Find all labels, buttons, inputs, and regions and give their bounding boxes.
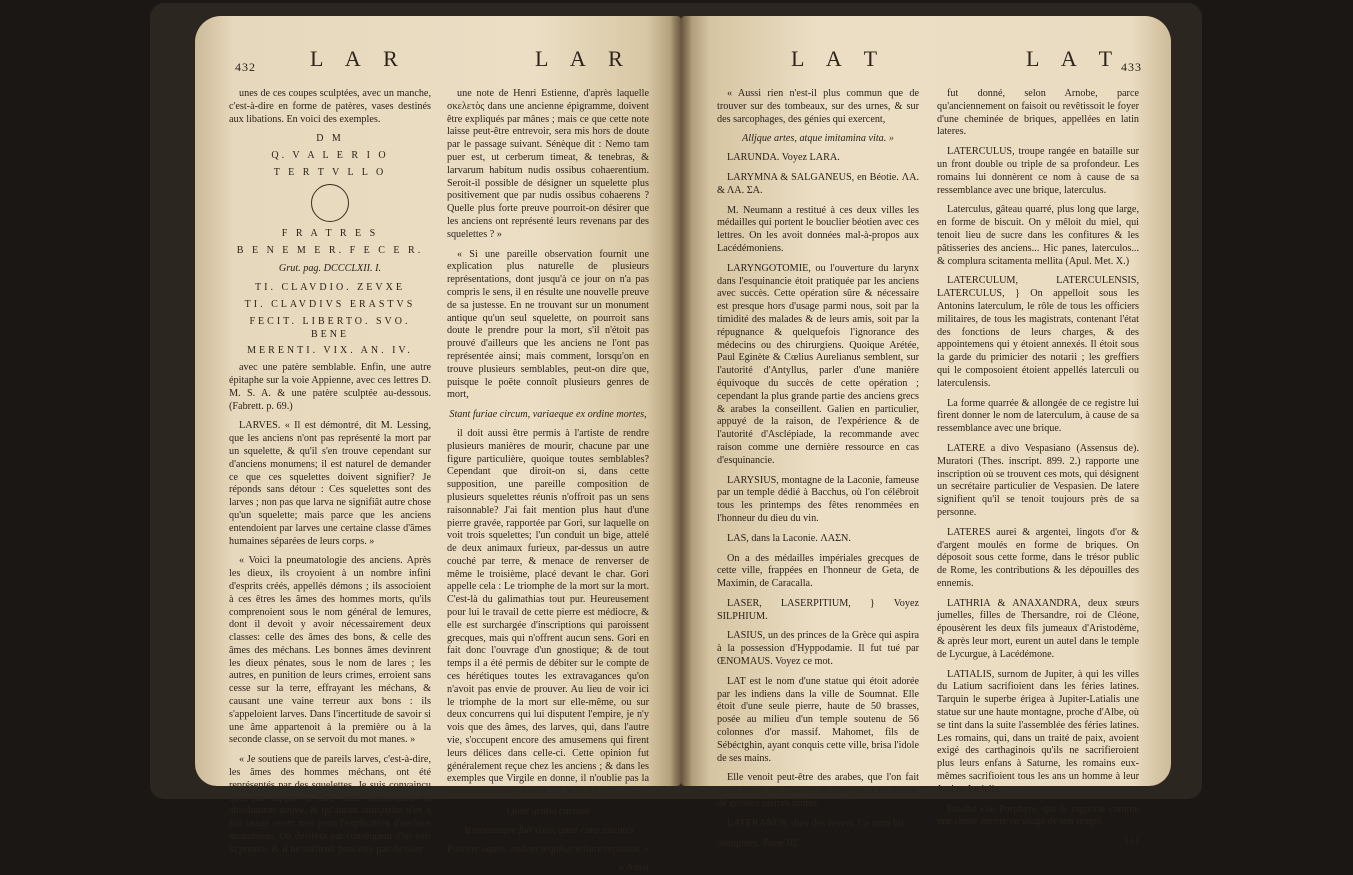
page-number: 432 xyxy=(235,60,256,74)
catchword: « Aussi xyxy=(618,862,649,874)
running-head-right: L A R xyxy=(535,46,632,71)
right-page-column-2 xyxy=(937,88,1139,849)
entry-larunda: LARUNDA. Voyez LARA. xyxy=(727,152,840,164)
paragraph: Eusèbe cite Porphyre, qui le rapporte comme une chose encore en usage de son temps. xyxy=(937,803,1139,828)
entry-laterculum: LATERCULUM, LATERCULENSIS, LATERCULUS, } On appelloit sous les Antonins laterculum, le rôle de tous les officiers militaires, de tous les magistrats, contenant l'état des fonctions de leurs charges, & des appointemens qui y étoient annexés. Il étoit sous la garde du primicier des notarii ; les greffiers qui le composoient étoient appellés laterculi ou laterculensis. xyxy=(937,275,1139,389)
paragraph: M. Neumann a restitué à ces deux villes les médailles qui portent le bouclier béotien avec ces lettres. On les avoit données mal-à-propos aux Lacédémoniens. xyxy=(717,204,919,254)
verse-line: Pascere equos, eadem sequitur tellure repostos. » xyxy=(447,843,650,855)
entry-larysius: LARYSIUS, montagne de la Laconie, fameuse par un temple dédié à Bacchus, où l'on célébroit tous les printemps des fêtes renommées en l'honneur du dieu du vin. xyxy=(717,474,919,524)
paragraph: La forme quarrée & allongée de ce registre lui firent donner le nom de laterculum, à cause de sa ressemblance avec une brique. xyxy=(937,397,1139,435)
paragraph: il doit aussi être permis à l'artiste de rendre plusieurs manières de mourir, chacune par une figure particulière, quoique toutes semblables? Cependant que diroit-on si, dans cette supposition, une pareille composition de plusieurs squelettes réunis n'offroit pas un sens raisonnable? J'ai fait mention plus haut d'une pierre gravée, rapportée par Gori, sur laquelle on voit trois squelettes; l'un conduit un bige, attelé de deux animaux furieux, par-dessus un autre couché par terre, & menace de renverser de même le troisième, placé devant le char. Gori appelle cela : Le triomphe de la mort sur la mort. C'est-là du galimathias tout pur. Heureusement pour lui le travail de cette pierre est médiocre, & elle est surchargée d'inscriptions qui paroissent grecques, mais qui n'offrent aucun sens. Gori en fait donc l'ouvrage d'un gnostique; & de tout temps il a été permis de débiter sur le compte de ces hérétiques toutes les extravagances qu'on n'avoit pas envie de prouver. Au lieu de voir ici le triomphe de la mort sur elle-même, ou sur deux concurrens qui lui disputent l'empire, je n'y vois que des âmes, des larves, qui, dans l'autre vie, s'occupent encore des amusemens qui firent leurs délices dans celle-ci. Cette opinion fut généralement reçue chez les anciens ; & dans les exemples que Virgile en donne, il n'oublie pas la course des chars (Æneid. VI. v. 653.). xyxy=(447,427,649,798)
inscription-line: F R A T R E S xyxy=(281,227,379,239)
entry-lateres: LATERES aurei & argentei, lingots d'or & d'argent moulés en forme de briques. On déposoit sous cette forme, dans le trésor public de Rome, les contributions & les dépouilles des ennemis. xyxy=(937,526,1139,589)
verse-line: Quae gratia currum xyxy=(506,806,590,818)
entry-larymna: LARYMNA & SALGANEUS, en Béotie. ΛΑ. & ΛΑ. ΣΑ. xyxy=(717,171,919,196)
paragraph: avec une patère semblable. Enfin, une autre épitaphe sur la voie Appienne, avec ces lettres D. M. S. A. & une patère sculptée au-dessous. (Fabrett. p. 69.) xyxy=(229,362,431,412)
paragraph: une note de Henri Estienne, d'après laquelle σκελετὸς dans une ancienne épigramme, doivent être expliqués par mânes ; mais ce que cette note laisse peut-être entrevoir, sera mis hors de doute par le passage suivant. Sénèque dit : Nemo tam puer est, ut cerberum timeat, & tenebras, & larvarum habitum nudis ossibus cohaerentium. Seroit-il possible de désigner un squelette plus positivement que par nudis ossibus cohaerens ? Quelle plus forte preuve pourroit-on désirer que les anciens ont représenté leurs revenans par des squelettes ? » xyxy=(447,88,649,240)
paragraph: « Voici la pneumatologie des anciens. Après les dieux, ils croyoient à un nombre infini d'esprits créés, appellés démons ; ils associoient à ces êtres les âmes des hommes morts, qu'ils comprenoient sous le nom général de lemures, dont il devoit y avoir nécessairement deux classes: celle des âmes des bons, & celle des âmes des méchans. Les bonnes âmes devinrent les dieux pénates, sous le nom de lares ; les autres, en punition de leurs crimes, erroient sans cesse sur la terre, effrayant les méchans, & causant une vaine terreur aux bons : ils s'appeloient larves. Dans l'incertitude de savoir si une âme appartenoit à la première ou à la seconde classe, on se servoit du mot manes. » xyxy=(229,555,431,746)
right-page xyxy=(681,16,1171,849)
verse-line: Alljque artes, atque imitamina vita. » xyxy=(742,133,894,145)
left-page-column-1 xyxy=(229,88,431,864)
signature-mark: I i i xyxy=(1124,836,1139,848)
running-head-left: L A T xyxy=(791,46,887,71)
entry-laterculus-cake: Laterculus, gâteau quarré, plus long que large, en forme de biscuit. On y mêloit du miel, qui tenoit lieu de sucre dans les confitures & les pâtisseries des anciens... Hic panes, laterculos... & complura scitamenta mellita (Apul. Met. X.) xyxy=(937,204,1139,267)
entry-latialis: LATIALIS, surnom de Jupiter, à qui les villes du Latium sacrifioient dans les féries latines. Tarquin le superbe érigea à Jupiter-Latialis une statue sur une haute montagne, proche d'Albe, où se tint dans la suite l'assemblée des féries latines. Les romains, qui, dans un traité de paix, avoient exigé des carthaginois qu'ils ne sacrifieroient plus leurs enfans à Saturne, les romains eux-mêmes sacrifioient tous les ans un homme à leur Jupiter-Latialis. xyxy=(937,668,1139,795)
page-number: 433 xyxy=(1121,60,1142,74)
inscription-line: TI. CLAVDIO. ZEVXE xyxy=(255,282,405,294)
inscription-line: Q. V A L E R I O xyxy=(271,150,389,162)
entry-lasius: LASIUS, un des princes de la Grèce qui aspira à la possession d'Hyppodamie. Il fut tué par ŒNOMAUS. Voyez ce mot. xyxy=(717,630,919,668)
entry-larves: LARVES. « Il est démontré, dit M. Lessing, que les anciens n'ont pas représenté la mort par un squelette, & qu'il s'en trouve cependant sur d'anciens monumens; il est naturel de demander ce que ces squelettes doivent signifier? Je réponds sans détour : Ces squelettes sont des larves ; non pas que larva ne signifiât autre chose qu'un squelette; mais parce que les anciens entendoient par larves une certaine classe d'âmes humaines séparées de leurs corps. » xyxy=(229,420,431,547)
running-head-left: L A R xyxy=(310,46,407,71)
source-citation: Grut. pag. DCCCLXII. I. xyxy=(278,263,382,275)
paragraph: « Aussi rien n'est-il plus commun que de trouver sur des tombeaux, sur des urnes, & sur des sarcophages, des génies qui exercent, xyxy=(717,88,919,125)
paragraph: unes de ces coupes sculptées, avec un manche, c'est-à-dire en forme de patères, vases destinés aux libations. En voici des exemples. xyxy=(229,88,431,125)
entry-laryngotomie: LARYNGOTOMIE, ou l'ouverture du larynx dans l'esquinancie étoit pratiquée par les anciens avec succès. Cette opération sûre & nécessaire est presque hors d'usage parmi nous, soit par la timidité des malades & de leurs amis, soit par la répugnance & quelquefois l'ignorance des médecins ou des chirurgiens. Quoique Arétée, Paul Eginète & Cœlius Aurelianus semblent, sur l'autorité d'Antyllus, parler d'une manière équivoque du succès de cette opération ; cependant la plus grande partie des anciens grecs & arabes la conseillent. Galien en particulier, appuyé de la raison, de l'expérience & de l'autorité d'Asclépiade, la recommande avec raison comme une dernière ressource en cas d'esquinancie. xyxy=(717,262,919,466)
right-page-column-1 xyxy=(717,88,919,850)
inscription-line: D M xyxy=(316,133,344,145)
paragraph: On a des médailles impériales grecques de cette ville, frappées en l'honneur de Geta, de Maximin, de Caracalla. xyxy=(717,552,919,590)
verse-line: Armorumque fuit vivis, quae cura nitentes xyxy=(462,824,634,836)
entry-lateranus: LATERANUS, dieu des foyers. Ce nom lui xyxy=(727,817,904,829)
entry-las: LAS, dans la Laconie. ΛΑΣΝ. xyxy=(727,532,851,544)
left-page xyxy=(195,16,681,874)
entry-laterculus: LATERCULUS, troupe rangée en bataille sur un front double ou triple de sa profondeur. Les romains lui donnèrent ce nom à cause de sa ressemblance avec une brique, laterculus. xyxy=(937,146,1139,196)
paragraph: « Si une pareille observation fournit une explication plus naturelle de plusieurs représentations, dont jusqu'à ce jour on n'a pas compris le sens, il en résulte une nouvelle preuve de sa justesse. En ne trouvant sur un monument antique qu'un seul squelette, on pourroit sans doute le prendre pour la mort, s'il n'étoit pas prouvé d'ailleurs que les anciens ne l'ont pas représentée ainsi; mais comment, lorsqu'on en trouve plusieurs semblables, peut-on dire que, puisque le poëte connoît plusieurs genres de mort, xyxy=(447,248,649,401)
paragraph: fut donné, selon Arnobe, parce qu'anciennement on faisoit ou revêtissoit le foyer d'une cheminée de briques, appellées en latin lateres. xyxy=(937,88,1139,138)
inscription-line: MERENTI. VIX. AN. IV. xyxy=(247,345,413,357)
inscription-line: TI. CLAVDIVS ERASTVS xyxy=(244,298,416,310)
verse-line: Stant furiae circum, variaeque ex ordine mortes, xyxy=(449,409,647,421)
entry-lathria: LATHRIA & ANAXANDRA, deux sœurs jumelles, filles de Thersandre, roi de Cléone, épousèrent les deux fils jumeaux d'Aristodème, & après leur mort, eurent un autel dans le temple de Lycurgue, à Lacédémone. xyxy=(937,597,1139,660)
inscription-line: FECIT. LIBERTO. SVO. BENE xyxy=(249,315,411,340)
running-head-right: L A T xyxy=(1026,46,1122,71)
left-page-column-2 xyxy=(447,88,649,875)
patera-figure xyxy=(311,184,349,222)
entry-laser: LASER, LASERPITIUM, } Voyez SILPHIUM. xyxy=(717,597,919,622)
inscription-line: T E R T V L L O xyxy=(273,166,387,178)
entry-latere: LATERE a divo Vespasiano (Assensus de). Muratori (Thes. inscript. 899. 2.) rapporte une inscription où se trouvent ces mots, qui désignent un secrétaire particulier de Vespasien. De latere signifient qu'il se tenoit toujours près de sa personne. xyxy=(937,442,1139,518)
entry-lat: LAT est le nom d'une statue qui étoit adorée par les indiens dans la ville de Soumnat. Elle étoit d'une seule pierre, haute de 50 brasses, posée au milieu d'un temple soutenu de 56 colonnes d'or massif. Mahomet, fils de Sébéctghin, ayant conquis cette ville, brisa l'idole de ses mains. xyxy=(717,675,919,764)
inscription-line: B E N E M E R. F E C E R. xyxy=(236,244,424,256)
book-gutter xyxy=(670,16,692,786)
paragraph: Elle venoit peut-être des arabes, que l'on fait avoir adoré des Abadirs ou Bœtyles, c'est-à-dire, de grosses pierres brutes. xyxy=(717,772,919,810)
volume-footer: Antiquités. Tome III. xyxy=(717,837,799,849)
paragraph: « Je soutiens que de pareils larves, c'est-à-dire, les âmes des hommes méchans, ont été représentés par des squelettes. Je suis convaincu que, par rapport à l'art, cette observation est absolument neuve, & qu'aucun antiquaire n'en a fait usage avant moi pour l'explication d'anciens monumens. On désirera par conséquent d'en voir la preuve, & il ne suffiroit peut-être pas de citer xyxy=(229,754,431,855)
